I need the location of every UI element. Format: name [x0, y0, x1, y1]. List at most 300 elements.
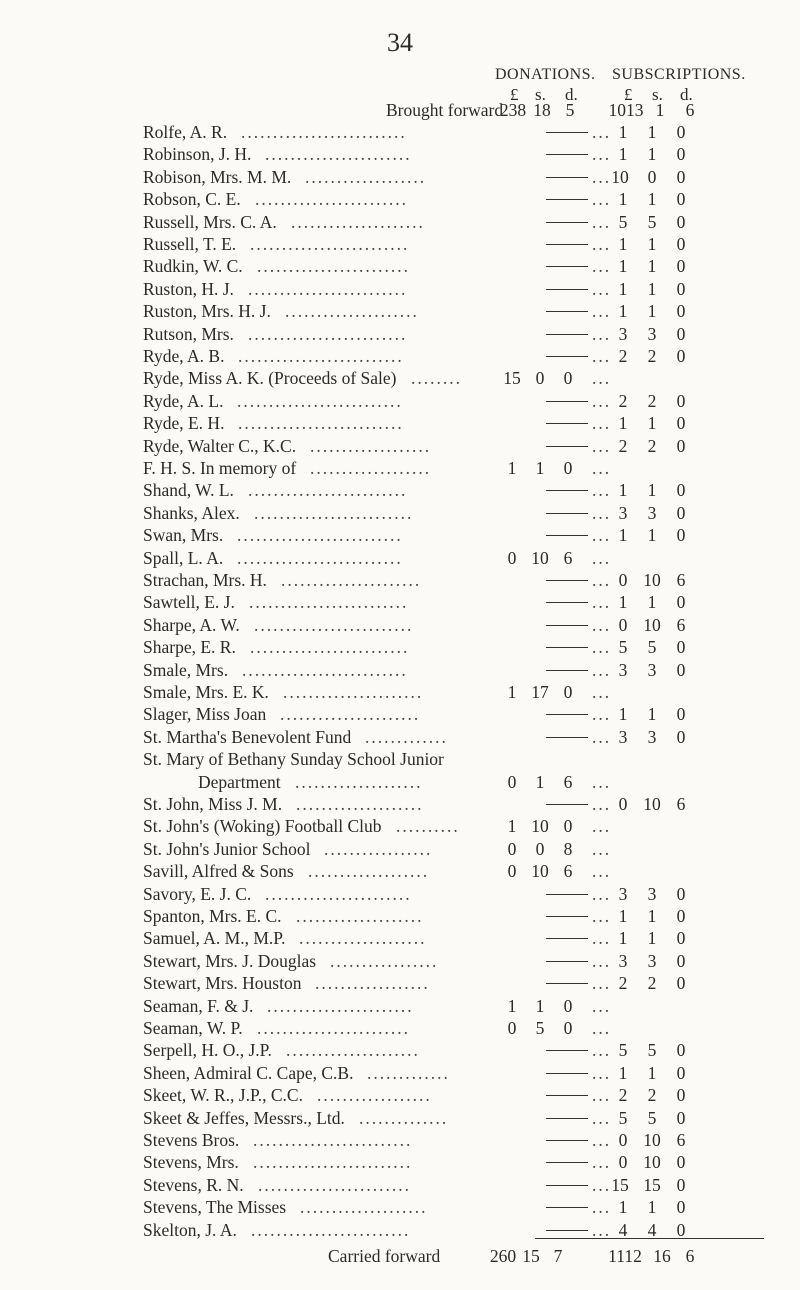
brought-forward-don-pounds: 238	[499, 100, 527, 120]
subscription-pence: 0	[676, 390, 686, 411]
subscription-pence: 0	[676, 1152, 686, 1173]
dot-leader: .........................	[251, 1219, 411, 1240]
subscription-shillings: 10	[643, 794, 661, 814]
subscription-shillings: 2	[647, 435, 657, 456]
dot-leader: ...	[592, 883, 612, 904]
subscription-shillings: 1	[647, 413, 657, 434]
dot-leader: .........................	[248, 278, 408, 299]
dot-leader: ...	[592, 973, 612, 994]
subscription-pounds: 2	[618, 390, 628, 411]
entry-row	[0, 815, 800, 837]
subscription-shillings: 1	[647, 144, 657, 165]
subscription-pounds: 5	[618, 1107, 628, 1128]
entry-name: Seaman, W. P.	[143, 1018, 243, 1038]
subscription-shillings: 3	[647, 950, 657, 971]
subscription-pence: 6	[676, 570, 686, 590]
dot-leader: .......................	[265, 144, 412, 165]
dot-leader: ...	[592, 1018, 612, 1038]
entry-name: Ryde, A. L.	[143, 390, 224, 411]
donation-pence: 0	[563, 1018, 573, 1038]
carried-forward-don-pounds: 260	[489, 1246, 517, 1266]
entry-name: St. John's Junior School	[143, 838, 311, 859]
subscription-pence: 0	[676, 346, 686, 366]
dot-leader: ....................	[299, 928, 427, 949]
dot-leader: .......................	[267, 995, 414, 1016]
subscription-pounds: 1	[618, 928, 628, 949]
subscription-pounds: 2	[618, 973, 628, 994]
dot-leader: .............	[365, 726, 448, 747]
entry-name: Smale, Mrs.	[143, 659, 229, 680]
subscription-pence: 0	[676, 950, 686, 971]
dot-leader: ...................	[310, 458, 432, 478]
subscription-pounds: 0	[618, 1152, 628, 1173]
donations-pence-unit: d.	[565, 85, 578, 104]
subscription-pounds: 1	[618, 189, 628, 210]
subscription-shillings: 3	[647, 323, 657, 344]
subscription-shillings: 1	[647, 525, 657, 546]
donation-shillings: 17	[531, 682, 549, 702]
donation-shillings: 10	[531, 861, 549, 882]
dot-leader: ...	[592, 659, 612, 680]
no-donation-dash	[546, 535, 588, 536]
dot-leader: ...	[592, 950, 612, 971]
entry-name: Stevens, The Misses	[143, 1197, 287, 1218]
entry-row	[0, 1039, 800, 1061]
no-donation-dash	[546, 199, 588, 200]
donation-pence: 0	[563, 458, 573, 478]
donation-pounds: 1	[507, 995, 517, 1016]
subscription-shillings: 1	[647, 480, 657, 501]
donation-pence: 6	[563, 771, 573, 792]
dot-leader: ...	[592, 1174, 612, 1195]
subscription-pence: 6	[676, 794, 686, 814]
no-donation-dash	[546, 177, 588, 178]
entry-row	[0, 950, 800, 972]
subscription-shillings: 0	[647, 166, 657, 187]
subscription-pence: 0	[676, 928, 686, 949]
donation-pence: 0	[563, 995, 573, 1016]
dot-leader: ...	[592, 1040, 612, 1061]
entry-row	[0, 927, 800, 949]
subscription-pounds: 0	[618, 1130, 628, 1150]
no-donation-dash	[546, 1095, 588, 1096]
entry-name: St. Martha's Benevolent Fund	[143, 726, 352, 747]
entry-name: Sheen, Admiral C. Cape, C.B.	[143, 1062, 354, 1083]
dot-leader: ...	[592, 458, 612, 478]
entry-name: St. Mary of Bethany Sunday School Junior	[143, 749, 444, 770]
donation-pence: 6	[563, 861, 573, 882]
dot-leader: ..........................	[237, 390, 403, 411]
no-donation-dash	[546, 714, 588, 715]
no-donation-dash	[546, 894, 588, 895]
entry-name: Skeet & Jeffes, Messrs., Ltd.	[143, 1107, 345, 1128]
subscription-pounds: 0	[618, 570, 628, 590]
dot-leader: ...	[592, 1107, 612, 1128]
entry-name: Serpell, H. O., J.P.	[143, 1040, 272, 1061]
entry-row	[0, 1107, 800, 1129]
entry-name: Slager, Miss Joan	[143, 704, 267, 725]
subscription-pence: 0	[676, 1085, 686, 1106]
dot-leader: ..........................	[241, 122, 407, 142]
subscription-shillings: 5	[647, 1107, 657, 1128]
dot-leader: ...	[592, 166, 612, 187]
dot-leader: ......................	[283, 682, 424, 702]
dot-leader: ..........................	[237, 525, 403, 546]
dot-leader: ...	[592, 301, 612, 322]
entry-row	[0, 278, 800, 300]
subscription-shillings: 1	[647, 278, 657, 299]
dot-leader: ...	[592, 906, 612, 926]
donation-shillings: 10	[531, 547, 549, 568]
subscription-pounds: 1	[618, 122, 628, 142]
dot-leader: ...	[592, 838, 612, 859]
dot-leader: ...	[592, 570, 612, 590]
subscription-pounds: 15	[611, 1174, 629, 1195]
subscription-pounds: 1	[618, 144, 628, 165]
entry-name: Stevens, Mrs.	[143, 1152, 239, 1173]
entry-name: Swan, Mrs.	[143, 525, 224, 546]
subscription-pence: 0	[676, 659, 686, 680]
subscription-pence: 6	[676, 1130, 686, 1150]
subscription-shillings: 5	[647, 637, 657, 658]
dot-leader: .........................	[254, 614, 414, 635]
dot-leader: ...	[592, 278, 612, 299]
entry-row	[0, 1129, 800, 1151]
subscription-pounds: 1	[618, 592, 628, 613]
entry-row	[0, 591, 800, 613]
subscription-shillings: 1	[647, 256, 657, 277]
no-donation-dash	[546, 222, 588, 223]
dot-leader: ....................	[296, 906, 424, 926]
no-donation-dash	[546, 446, 588, 447]
dot-leader: ...	[592, 234, 612, 254]
entry-name: Rutson, Mrs.	[143, 323, 234, 344]
entry-name: Strachan, Mrs. H.	[143, 570, 267, 590]
no-donation-dash	[546, 580, 588, 581]
subscription-shillings: 1	[647, 234, 657, 254]
donation-shillings: 0	[535, 838, 545, 859]
dot-leader: ...	[592, 704, 612, 725]
dot-leader: .........................	[249, 592, 409, 613]
subscription-pounds: 1	[618, 234, 628, 254]
donation-pence: 0	[563, 816, 573, 837]
entry-name: Seaman, F. & J.	[143, 995, 254, 1016]
subscription-shillings: 2	[647, 1085, 657, 1106]
no-donation-dash	[546, 983, 588, 984]
entry-row	[0, 748, 800, 770]
subscription-pence: 0	[676, 637, 686, 658]
subscription-pounds: 1	[618, 1197, 628, 1218]
subscription-pounds: 1	[618, 278, 628, 299]
subscription-pence: 0	[676, 323, 686, 344]
subscription-pence: 0	[676, 301, 686, 322]
subscription-pence: 6	[676, 614, 686, 635]
dot-leader: ...	[592, 525, 612, 546]
subscription-pounds: 2	[618, 346, 628, 366]
subscription-pence: 0	[676, 278, 686, 299]
carried-forward-don-pence: 7	[553, 1246, 563, 1266]
entry-row	[0, 345, 800, 367]
dot-leader: ...	[592, 726, 612, 747]
dot-leader: ...	[592, 592, 612, 613]
carried-forward-sub-shillings: 16	[653, 1246, 671, 1266]
entry-name: Spanton, Mrs. E. C.	[143, 906, 282, 926]
no-donation-dash	[546, 625, 588, 626]
dot-leader: ...	[592, 1130, 612, 1150]
entry-row	[0, 502, 800, 524]
entry-row	[0, 726, 800, 748]
subscription-shillings: 10	[643, 614, 661, 635]
entry-row	[0, 367, 800, 389]
entry-row	[0, 524, 800, 546]
subscription-shillings: 2	[647, 973, 657, 994]
dot-leader: .........................	[253, 1130, 413, 1150]
subscription-pounds: 2	[618, 1085, 628, 1106]
dot-leader: ...	[592, 995, 612, 1016]
entry-name: Skelton, J. A.	[143, 1219, 237, 1240]
subscription-pounds: 4	[618, 1219, 628, 1240]
subscription-pounds: 3	[618, 950, 628, 971]
dot-leader: ...................	[308, 861, 430, 882]
dot-leader: ...	[592, 189, 612, 210]
no-donation-dash	[546, 513, 588, 514]
entry-row	[0, 771, 800, 793]
entry-name: Russell, Mrs. C. A.	[143, 211, 277, 232]
dot-leader: ........................	[258, 1174, 411, 1195]
entry-name: Robinson, J. H.	[143, 144, 252, 165]
entry-row	[0, 614, 800, 636]
subscriptions-heading: SUBSCRIPTIONS.	[612, 66, 746, 83]
entry-row	[0, 1017, 800, 1039]
entry-row	[0, 659, 800, 681]
no-donation-dash	[546, 334, 588, 335]
subscription-shillings: 10	[643, 1152, 661, 1173]
subscription-pounds: 1	[618, 480, 628, 501]
entry-name: Savory, E. J. C.	[143, 883, 252, 904]
dot-leader: .........................	[250, 234, 410, 254]
dot-leader: .........................	[254, 502, 414, 523]
entry-row	[0, 972, 800, 994]
dot-leader: ......................	[280, 704, 421, 725]
donations-shilling-unit: s.	[535, 85, 546, 104]
subscription-pounds: 1	[618, 1062, 628, 1083]
no-donation-dash	[546, 356, 588, 357]
dot-leader: ....................	[300, 1197, 428, 1218]
dot-leader: ..........................	[238, 413, 404, 434]
subscription-pence: 0	[676, 502, 686, 523]
subscription-pounds: 1	[618, 256, 628, 277]
subscription-pence: 0	[676, 144, 686, 165]
entry-row	[0, 905, 800, 927]
subscription-pounds: 3	[618, 726, 628, 747]
no-donation-dash	[546, 401, 588, 402]
dot-leader: ...	[592, 390, 612, 411]
dot-leader: ...	[592, 816, 612, 837]
subscription-pence: 0	[676, 166, 686, 187]
subscription-pounds: 3	[618, 659, 628, 680]
no-donation-dash	[546, 1140, 588, 1141]
subscription-shillings: 4	[647, 1219, 657, 1240]
subscription-pounds: 10	[611, 166, 629, 187]
brought-forward-sub-pence: 6	[685, 100, 695, 120]
carried-forward-don-shillings: 15	[522, 1246, 540, 1266]
no-donation-dash	[546, 244, 588, 245]
donation-pounds: 0	[507, 838, 517, 859]
dot-leader: .......................	[265, 883, 412, 904]
donation-shillings: 1	[535, 995, 545, 1016]
brought-forward-sub-pounds: 1013	[608, 100, 644, 120]
entry-name: St. John, Miss J. M.	[143, 794, 283, 814]
no-donation-dash	[546, 916, 588, 917]
dot-leader: .....................	[286, 1040, 420, 1061]
dot-leader: ...	[592, 1152, 612, 1173]
donation-pence: 8	[563, 838, 573, 859]
entry-name: Spall, L. A.	[143, 547, 224, 568]
dot-leader: ..........................	[237, 547, 403, 568]
entry-name: F. H. S. In memory of	[143, 458, 297, 478]
no-donation-dash	[546, 938, 588, 939]
entry-name: St. John's (Woking) Football Club	[143, 816, 382, 837]
subscription-shillings: 3	[647, 502, 657, 523]
dot-leader: ...	[592, 435, 612, 456]
entry-name: Department	[198, 771, 281, 792]
dot-leader: .........................	[250, 637, 410, 658]
dot-leader: ...................	[305, 166, 427, 187]
dot-leader: .........................	[253, 1152, 413, 1173]
subscription-pence: 0	[676, 122, 686, 142]
dot-leader: ..........................	[238, 346, 404, 366]
dot-leader: ....................	[295, 771, 423, 792]
entry-name: Stevens Bros.	[143, 1130, 240, 1150]
subscription-pence: 0	[676, 726, 686, 747]
entry-name: Robson, C. E.	[143, 189, 241, 210]
entry-name: Sawtell, E. J.	[143, 592, 235, 613]
subscription-shillings: 5	[647, 211, 657, 232]
subscription-pounds: 1	[618, 525, 628, 546]
subscription-shillings: 1	[647, 592, 657, 613]
subscription-pence: 0	[676, 435, 686, 456]
entry-row	[0, 211, 800, 233]
entry-row	[0, 1062, 800, 1084]
entry-row	[0, 995, 800, 1017]
subscription-shillings: 5	[647, 1040, 657, 1061]
entry-name: Samuel, A. M., M.P.	[143, 928, 286, 949]
donation-pounds: 15	[503, 368, 521, 389]
no-donation-dash	[546, 737, 588, 738]
entry-name: Shand, W. L.	[143, 480, 234, 501]
dot-leader: ..................	[315, 973, 430, 994]
dot-leader: ...	[592, 502, 612, 523]
no-donation-dash	[546, 266, 588, 267]
dot-leader: .................	[324, 838, 433, 859]
subscriptions-shilling-unit: s.	[652, 85, 663, 104]
dot-leader: ...	[592, 413, 612, 434]
dot-leader: ...	[592, 256, 612, 277]
brought-forward-label: Brought forward	[386, 100, 504, 120]
dot-leader: .............	[367, 1062, 450, 1083]
entry-row	[0, 233, 800, 255]
entry-name: Ryde, Miss A. K. (Proceeds of Sale)	[143, 368, 397, 389]
dot-leader: ...	[592, 547, 612, 568]
subscription-pounds: 5	[618, 211, 628, 232]
dot-leader: ....................	[296, 794, 424, 814]
donation-shillings: 0	[535, 368, 545, 389]
dot-leader: .....................	[291, 211, 425, 232]
entry-row	[0, 323, 800, 345]
dot-leader: ..............	[359, 1107, 449, 1128]
subscription-pence: 0	[676, 1040, 686, 1061]
no-donation-dash	[546, 490, 588, 491]
donation-shillings: 1	[535, 458, 545, 478]
carried-forward-sub-pence: 6	[685, 1246, 695, 1266]
dot-leader: ...	[592, 771, 612, 792]
entry-name: Rolfe, A. R.	[143, 122, 228, 142]
no-donation-dash	[546, 423, 588, 424]
subscription-shillings: 10	[643, 1130, 661, 1150]
no-donation-dash	[546, 961, 588, 962]
subscription-shillings: 10	[643, 570, 661, 590]
entry-row	[0, 300, 800, 322]
donation-pounds: 1	[507, 458, 517, 478]
subscription-pence: 0	[676, 1107, 686, 1128]
donation-pounds: 0	[507, 547, 517, 568]
subscription-shillings: 3	[647, 883, 657, 904]
no-donation-dash	[546, 1118, 588, 1119]
entry-row	[0, 1174, 800, 1196]
dot-leader: ...................	[310, 435, 432, 456]
donation-shillings: 5	[535, 1018, 545, 1038]
brought-forward-sub-shillings: 1	[655, 100, 665, 120]
entry-name: Ryde, E. H.	[143, 413, 225, 434]
subscription-shillings: 15	[643, 1174, 661, 1195]
entry-row	[0, 435, 800, 457]
entry-row	[0, 883, 800, 905]
subscription-shillings: 2	[647, 346, 657, 366]
subscription-pounds: 3	[618, 502, 628, 523]
no-donation-dash	[546, 602, 588, 603]
entry-row	[0, 121, 800, 143]
brought-forward-don-shillings: 18	[533, 100, 551, 120]
entry-name: Savill, Alfred & Sons	[143, 861, 294, 882]
entry-row	[0, 412, 800, 434]
entry-name: Sharpe, E. R.	[143, 637, 236, 658]
donation-pence: 0	[563, 682, 573, 702]
entry-name: Ruston, H. J.	[143, 278, 234, 299]
entry-name: Russell, T. E.	[143, 234, 237, 254]
entry-row	[0, 390, 800, 412]
subscription-pence: 0	[676, 525, 686, 546]
donations-heading: DONATIONS.	[495, 66, 596, 83]
subscription-pounds: 2	[618, 435, 628, 456]
subscription-pounds: 0	[618, 794, 628, 814]
dot-leader: ...	[592, 928, 612, 949]
subscription-pence: 0	[676, 211, 686, 232]
dot-leader: ........................	[257, 1018, 410, 1038]
entry-row	[0, 255, 800, 277]
subscription-pence: 0	[676, 973, 686, 994]
subscription-pounds: 1	[618, 301, 628, 322]
entry-name: Rudkin, W. C.	[143, 256, 243, 277]
no-donation-dash	[546, 289, 588, 290]
dot-leader: ...	[592, 1219, 612, 1240]
subscription-pounds: 1	[618, 906, 628, 926]
dot-leader: ...	[592, 794, 612, 814]
no-donation-dash	[546, 647, 588, 648]
subscription-shillings: 3	[647, 726, 657, 747]
page-number: 34	[387, 28, 413, 57]
no-donation-dash	[546, 804, 588, 805]
subscription-pence: 0	[676, 1174, 686, 1195]
